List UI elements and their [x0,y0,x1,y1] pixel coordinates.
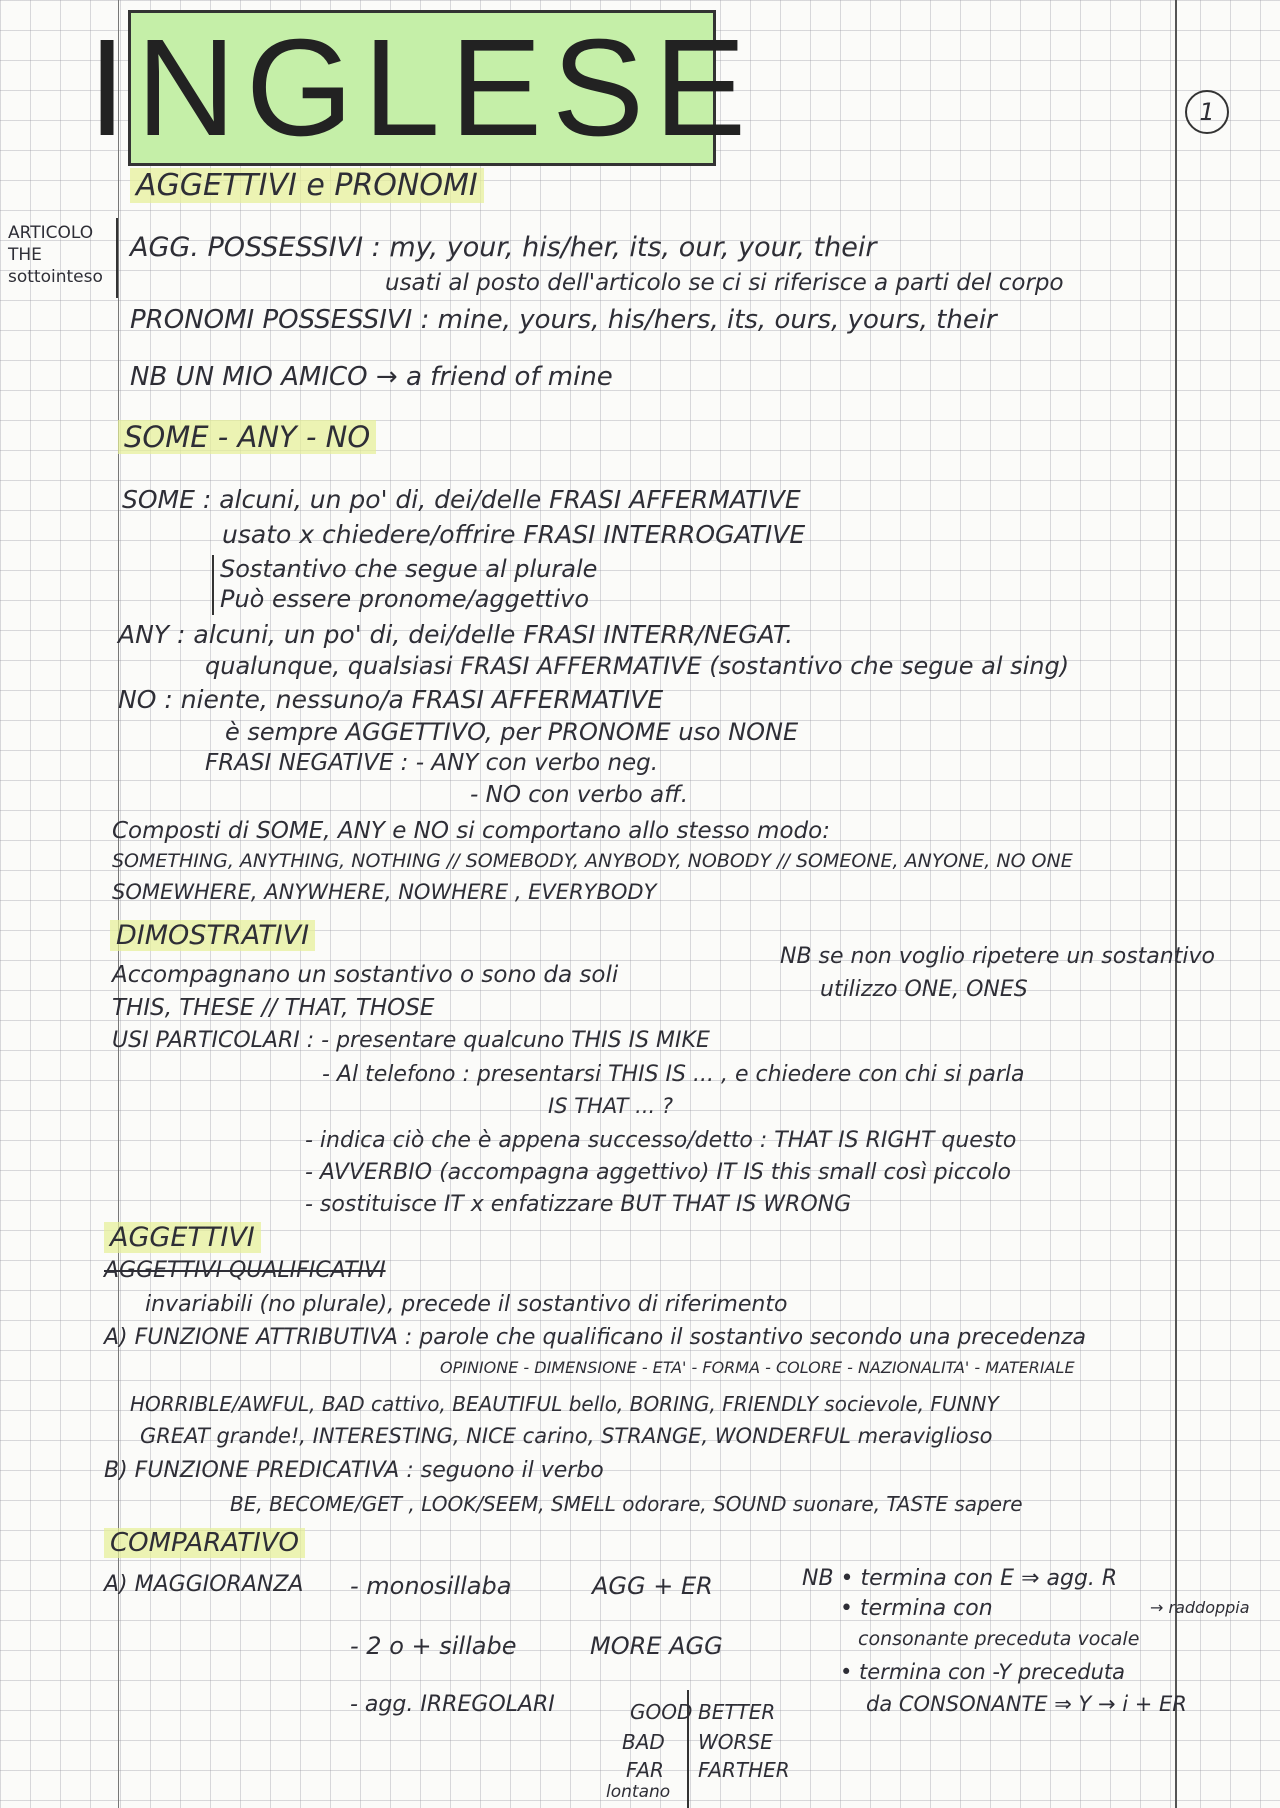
right-margin-line [1175,0,1177,1808]
some-line-3: Sostantivo che segue al plurale [220,555,598,583]
rule-sillabe: - 2 o + sillabe [350,1632,517,1660]
indica-line: - indica ciò che è appena successo/detto : THAT IS RIGHT questo [305,1128,1017,1153]
page-number [1185,90,1229,134]
section-heading-some-any-no: SOME - ANY - NO [118,420,376,454]
any-line-1: ANY : alcuni, un po' di, dei/delle FRASI INTERR/NEGAT. [118,620,794,649]
some-line-1: SOME : alcuni, un po' di, dei/delle FRASI AFFERMATIVE [122,485,801,514]
compounds-line-1: SOMETHING, ANYTHING, NOTHING // SOMEBODY, ANYBODY, NOBODY // SOMEONE, ANYONE, NO ONE [112,850,1073,872]
nb-note-line-1: NB se non voglio ripetere un sostantivo [780,944,1215,969]
compounds-line-2: SOMEWHERE, ANYWHERE, NOWHERE , EVERYBODY [112,880,657,904]
avverbio-line: - AVVERBIO (accompagna aggettivo) IT IS this small così piccolo [305,1160,1011,1185]
any-line-2: qualunque, qualsiasi FRASI AFFERMATIVE (sostantivo che segue al sing) [205,652,1070,680]
irregular-far: FAR [626,1758,664,1782]
verbs-line: BE, BECOME/GET , LOOK/SEEM, SMELL odorare, SOUND suonare, TASTE sapere [230,1492,1023,1516]
section-heading-aggettivi-pronomi: AGGETTIVI e PRONOMI [130,168,484,203]
telefono-line: - Al telefono : presentarsi THIS IS ... , e chiedere con chi si parla [322,1062,1025,1087]
side-note-line-2: THE [8,245,42,265]
irregular-farther: FARTHER [698,1758,790,1782]
negative-line-2: - NO con verbo aff. [470,782,689,808]
predicativa-line: B) FUNZIONE PREDICATIVA : seguono il verbo [104,1458,604,1483]
comparativo-note-5: da CONSONANTE ⇒ Y → i + ER [866,1692,1187,1716]
possessive-usage-line: usati al posto dell'articolo se ci si riferisce a parti del corpo [385,270,1064,296]
nb-friend-line: NB UN MIO AMICO → a friend of mine [130,362,613,392]
nb-note-line-2: utilizzo ONE, ONES [820,977,1028,1002]
rule-irregolari: - agg. IRREGOLARI [350,1692,555,1717]
side-note-line-3: sottointeso [8,267,103,287]
comparativo-note-2: • termina con [840,1596,993,1621]
far-gloss: lontano [606,1782,671,1802]
side-note-bracket [116,218,118,298]
page-number-text: 1 [1199,98,1215,126]
comparativo-note-4: • termina con -Y preceduta [840,1660,1126,1684]
side-note-articolo [8,222,103,288]
irregular-good: GOOD [630,1700,693,1724]
no-line-1: NO : niente, nessuno/a FRASI AFFERMATIVE [118,685,664,714]
possessive-adjectives-line: AGG. POSSESSIVI : my, your, his/her, its, our, your, their [130,232,877,263]
some-line-2: usato x chiedere/offrire FRASI INTERROGATIVE [222,520,806,549]
form-monosillaba: AGG + ER [592,1572,713,1600]
comparativo-note-1: NB • termina con E ⇒ agg. R [802,1566,1118,1591]
irregular-worse: WORSE [698,1730,773,1754]
attributiva-line: A) FUNZIONE ATTRIBUTIVA : parole che qualificano il sostantivo secondo una precedenza [104,1325,1087,1350]
no-line-2: è sempre AGGETTIVO, per PRONOME uso NONE [225,718,799,746]
some-line-4: Può essere pronome/aggettivo [220,585,590,613]
maggioranza-label: A) MAGGIORANZA [104,1572,304,1597]
section-heading-comparativo: COMPARATIVO [104,1528,305,1558]
usi-particolari-line: USI PARTICOLARI : - presentare qualcuno THIS IS MIKE [112,1028,710,1053]
section-heading-aggettivi: AGGETTIVI [104,1222,261,1253]
struck-heading: AGGETTIVI QUALIFICATIVI [104,1258,386,1283]
telefono-question-line: IS THAT ... ? [548,1094,674,1118]
page-title: INGLESE [87,10,757,165]
title-box [87,10,757,166]
adjectives-list-1: HORRIBLE/AWFUL, BAD cattivo, BEAUTIFUL bello, BORING, FRIENDLY socievole, FUNNY [130,1392,999,1416]
negative-line-1: FRASI NEGATIVE : - ANY con verbo neg. [205,750,659,776]
possessive-pronouns-line: PRONOMI POSSESSIVI : mine, yours, his/hers, its, ours, yours, their [130,305,997,335]
sostituisce-line: - sostituisce IT x enfatizzare BUT THAT IS WRONG [305,1192,852,1217]
aggettivi-line-1: invariabili (no plurale), precede il sostantivo di riferimento [145,1292,788,1317]
comparativo-note-raddoppia: → raddoppia [1150,1598,1250,1617]
comparativo-note-3: consonante preceduta vocale [858,1628,1140,1650]
form-sillabe: MORE AGG [590,1632,723,1660]
some-bracket [212,555,214,615]
irregular-better: BETTER [698,1700,776,1724]
dimostrativi-line-2: THIS, THESE // THAT, THOSE [112,995,435,1021]
order-line: OPINIONE - DIMENSIONE - ETA' - FORMA - COLORE - NAZIONALITA' - MATERIALE [440,1358,1075,1377]
dimostrativi-nb-note [780,940,1215,1006]
compounds-intro-line: Composti di SOME, ANY e NO si comportano allo stesso modo: [112,818,830,844]
rule-monosillaba: - monosillaba [350,1572,512,1600]
adjectives-list-2: GREAT grande!, INTERESTING, NICE carino, STRANGE, WONDERFUL meraviglioso [140,1424,993,1448]
dimostrativi-line-1: Accompagnano un sostantivo o sono da soli [112,962,619,988]
irregular-bad: BAD [622,1730,665,1754]
side-note-line-1: ARTICOLO [8,223,94,243]
section-heading-dimostrativi: DIMOSTRATIVI [110,920,315,951]
